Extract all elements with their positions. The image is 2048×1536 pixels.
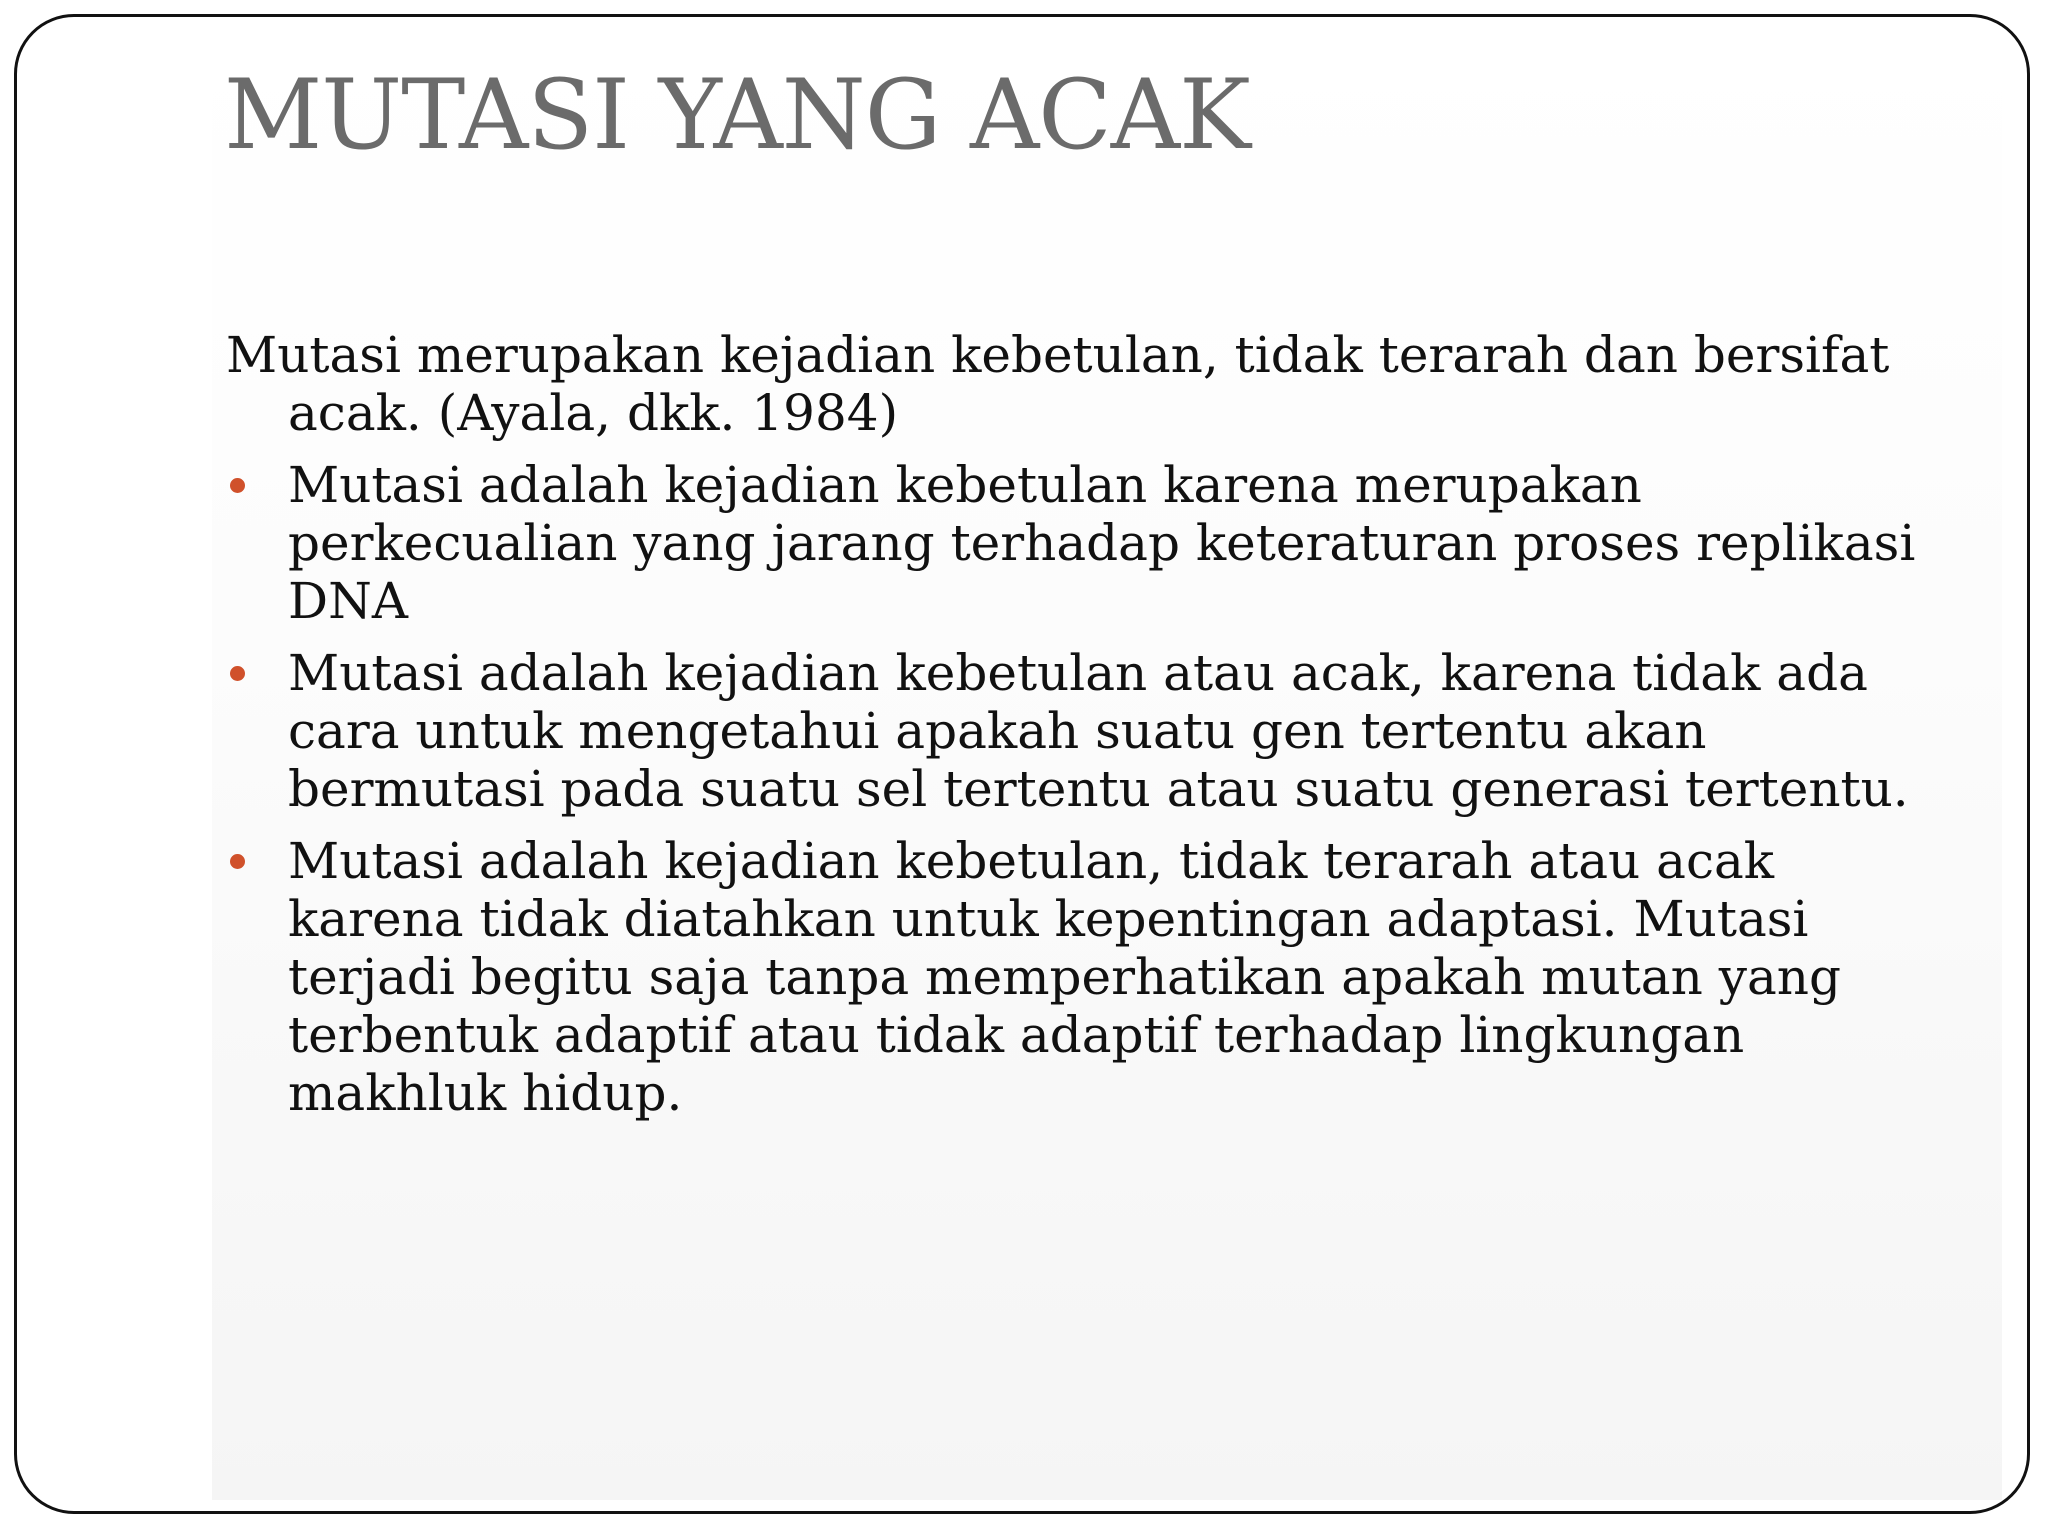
bullet-dot-icon [230, 666, 245, 681]
bullet-dot-icon [230, 478, 245, 493]
bullet-item [226, 644, 1926, 818]
slide-title: MUTASI YANG ACAK [224, 59, 1250, 171]
bullet-dot-icon [230, 854, 245, 869]
bullet-text: Mutasi adalah kejadian kebetulan karena merupakan perkecualian yang jarang terhadap keteraturan proses replikasi DNA [288, 456, 1916, 630]
bullet-text: Mutasi adalah kejadian kebetulan, tidak terarah atau acak karena tidak diatahkan untuk kepentingan adaptasi. Mutasi terjadi begitu saja tanpa memperhatikan apakah mutan yang terbentuk adaptif atau tidak adaptif terhadap lingkungan makhluk hidup. [288, 832, 1841, 1122]
slide-body [226, 326, 1926, 1136]
bullet-list [226, 456, 1926, 1122]
intro-paragraph: Mutasi merupakan kejadian kebetulan, tidak terarah dan bersifat acak. (Ayala, dkk. 1984) [226, 326, 1890, 442]
bullet-item [226, 456, 1926, 630]
bullet-text: Mutasi adalah kejadian kebetulan atau acak, karena tidak ada cara untuk mengetahui apakah suatu gen tertentu akan bermutasi pada suatu sel tertentu atau suatu generasi tertentu. [288, 644, 1909, 818]
bullet-item [226, 832, 1926, 1122]
